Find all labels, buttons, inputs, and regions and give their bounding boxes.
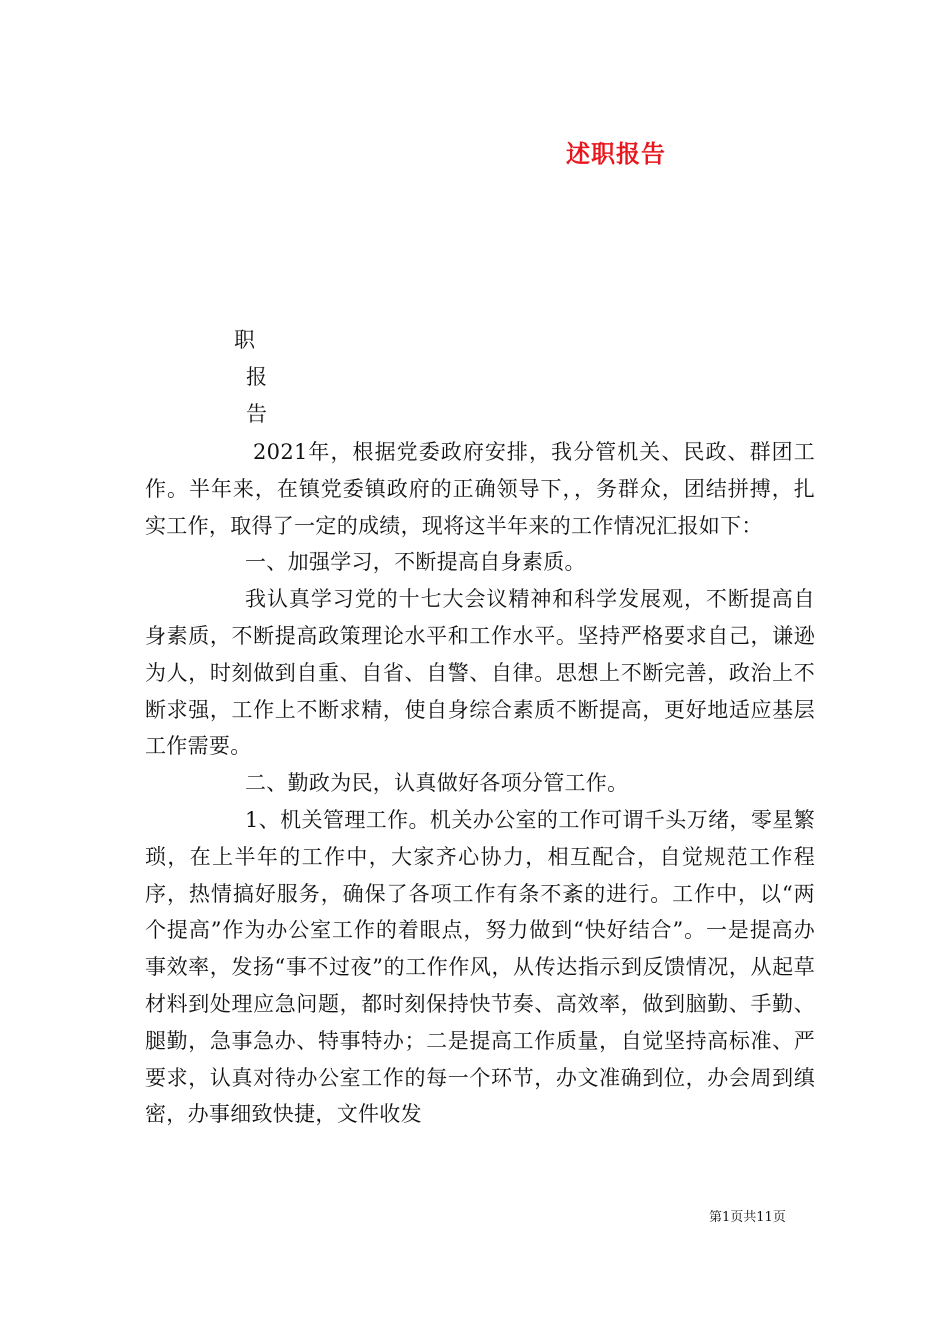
- vertical-char-1: 职: [234, 328, 255, 352]
- section-heading-2: 二、勤政为民，认真做好各项分管工作。: [245, 771, 629, 796]
- paragraph-study: 我认真学习党的十七大会议精神和科学发展观，不断提高自身素质，不断提高政策理论水平和工作水平。坚持严格要求自己，谦逊为人，时刻做到自重、自省、自警、自律。思想上不断完善，政治上不断求强，工作上不断求精，使自身综合素质不断提高，更好地适应基层工作需要。: [145, 587, 815, 759]
- vertical-char-3: 告: [246, 402, 267, 426]
- paragraph-intro: 2021年，根据党委政府安排，我分管机关、民政、群团工作。半年来，在镇党委镇政府的正确领导下，，务群众，团结拼搏，扎实工作，取得了一定的成绩，现将这半年来的工作情况汇报如下：: [145, 440, 815, 538]
- vertical-char-2: 报: [246, 365, 267, 389]
- document-title: 述职报告: [566, 139, 666, 168]
- page-number: 第1页共11页: [709, 1210, 786, 1225]
- document-body: [145, 434, 815, 1133]
- section-heading-1: 一、加强学习，不断提高自身素质。: [245, 550, 586, 575]
- paragraph-office-work: 1、机关管理工作。机关办公室的工作可谓千头万绪，零星繁琐，在上半年的工作中，大家齐心协力，相互配合，自觉规范工作程序，热情搞好服务，确保了各项工作有条不紊的进行。工作中，以“两个提高”作为办公室工作的着眼点，努力做到“快好结合”。一是提高办事效率，发扬“事不过夜”的工作作风，从传达指示到反馈情况，从起草材料到处理应急问题，都时刻保持快节奏、高效率，做到脑勤、手勤、腿勤，急事急办、特事特办；二是提高工作质量，自觉坚持高标准、严要求，认真对待办公室工作的每一个环节，办文准确到位，办会周到缜密，办事细致快捷，文件收发: [145, 807, 815, 1127]
